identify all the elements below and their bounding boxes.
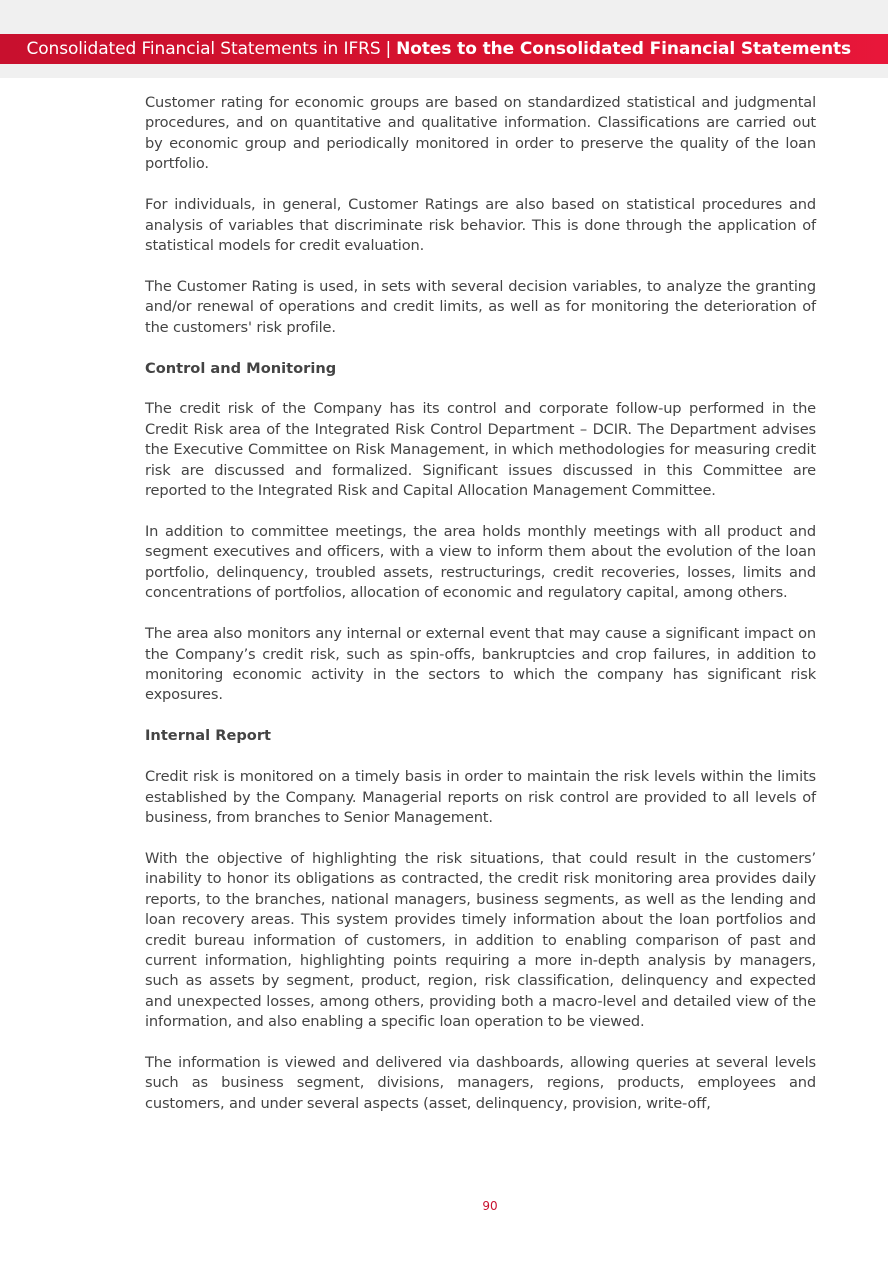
heading-control-and-monitoring: Control and Monitoring	[145, 359, 337, 377]
paragraph-daily-reports: With the objective of highlighting the risk situations, that could result in the customers’ inability to honor its obligations as contracted, the credit risk monitoring area provides daily reports, to the branches, national managers, business segments, as well as the lending and loan recovery areas. This system provides timely information about the loan portfolios and credit bureau information of customers, in addition to enabling comparison of past and current information, highlighting points requiring a more in-depth analysis by managers, such as assets by segment, product, region, risk classification, delinquency and expected and unexpected losses, among others, providing both a macro-level and detailed view of the information, and also enabling a specific loan operation to be viewed.	[145, 849, 816, 1031]
header-banner	[0, 34, 888, 64]
paragraph-customer-rating-usage: The Customer Rating is used, in sets with several decision variables, to analyze the granting and/or renewal of operations and credit limits, as well as for monitoring the deterioration of the customers' risk profile.	[145, 277, 816, 336]
header-separator: |	[385, 39, 392, 59]
page-number: 90	[482, 1199, 498, 1213]
paragraph-committee-meetings: In addition to committee meetings, the area holds monthly meetings with all product and segment executives and officers, with a view to inform them about the evolution of the loan portfolio, delinquency, troubled assets, restructurings, credit recoveries, losses, limits and concentrations of portfolios, allocation of economic and regulatory capital, among others.	[145, 523, 816, 602]
header-title: Consolidated Financial Statements in IFRS	[26, 39, 381, 59]
paragraph-customer-rating-individuals: For individuals, in general, Customer Ratings are also based on statistical procedures and analysis of variables that discriminate risk behavior. This is done through the application of statistical models for credit evaluation.	[145, 196, 816, 254]
page-content	[145, 93, 816, 1135]
heading-internal-report: Internal Report	[145, 727, 271, 745]
paragraph-customer-rating-groups: Customer rating for economic groups are based on standardized statistical and judgmental procedures, and on quantitative and qualitative information. Classifications are carried out by economic group and periodically monitored in order to preserve the quality of the loan portfolio.	[145, 94, 816, 173]
header-underband	[0, 64, 888, 78]
paragraph-timely-monitoring: Credit risk is monitored on a timely basis in order to maintain the risk levels within the limits established by the Company. Managerial reports on risk control are provided to all levels of business, from branches to Senior Management.	[145, 768, 816, 826]
header-section: Notes to the Consolidated Financial Statements	[396, 39, 851, 59]
top-margin	[0, 0, 888, 34]
paragraph-dashboards: The information is viewed and delivered via dashboards, allowing queries at several levels such as business segment, divisions, managers, regions, products, employees and customers, and under several aspects (asset, delinquency, provision, write-off,	[145, 1054, 816, 1112]
paragraph-credit-risk-control: The credit risk of the Company has its control and corporate follow-up performed in the Credit Risk area of the Integrated Risk Control Department – DCIR. The Department advises the Executive Committee on Risk Management, in which methodologies for measuring credit risk are discussed and formalized. Significant issues discussed in this Committee are reported to the Integrated Risk and Capital Allocation Management Committee.	[145, 400, 816, 500]
paragraph-event-monitoring: The area also monitors any internal or external event that may cause a significant impact on the Company’s credit risk, such as spin-offs, bankruptcies and crop failures, in addition to monitoring economic activity in the sectors to which the company has significant risk exposures.	[145, 625, 816, 704]
